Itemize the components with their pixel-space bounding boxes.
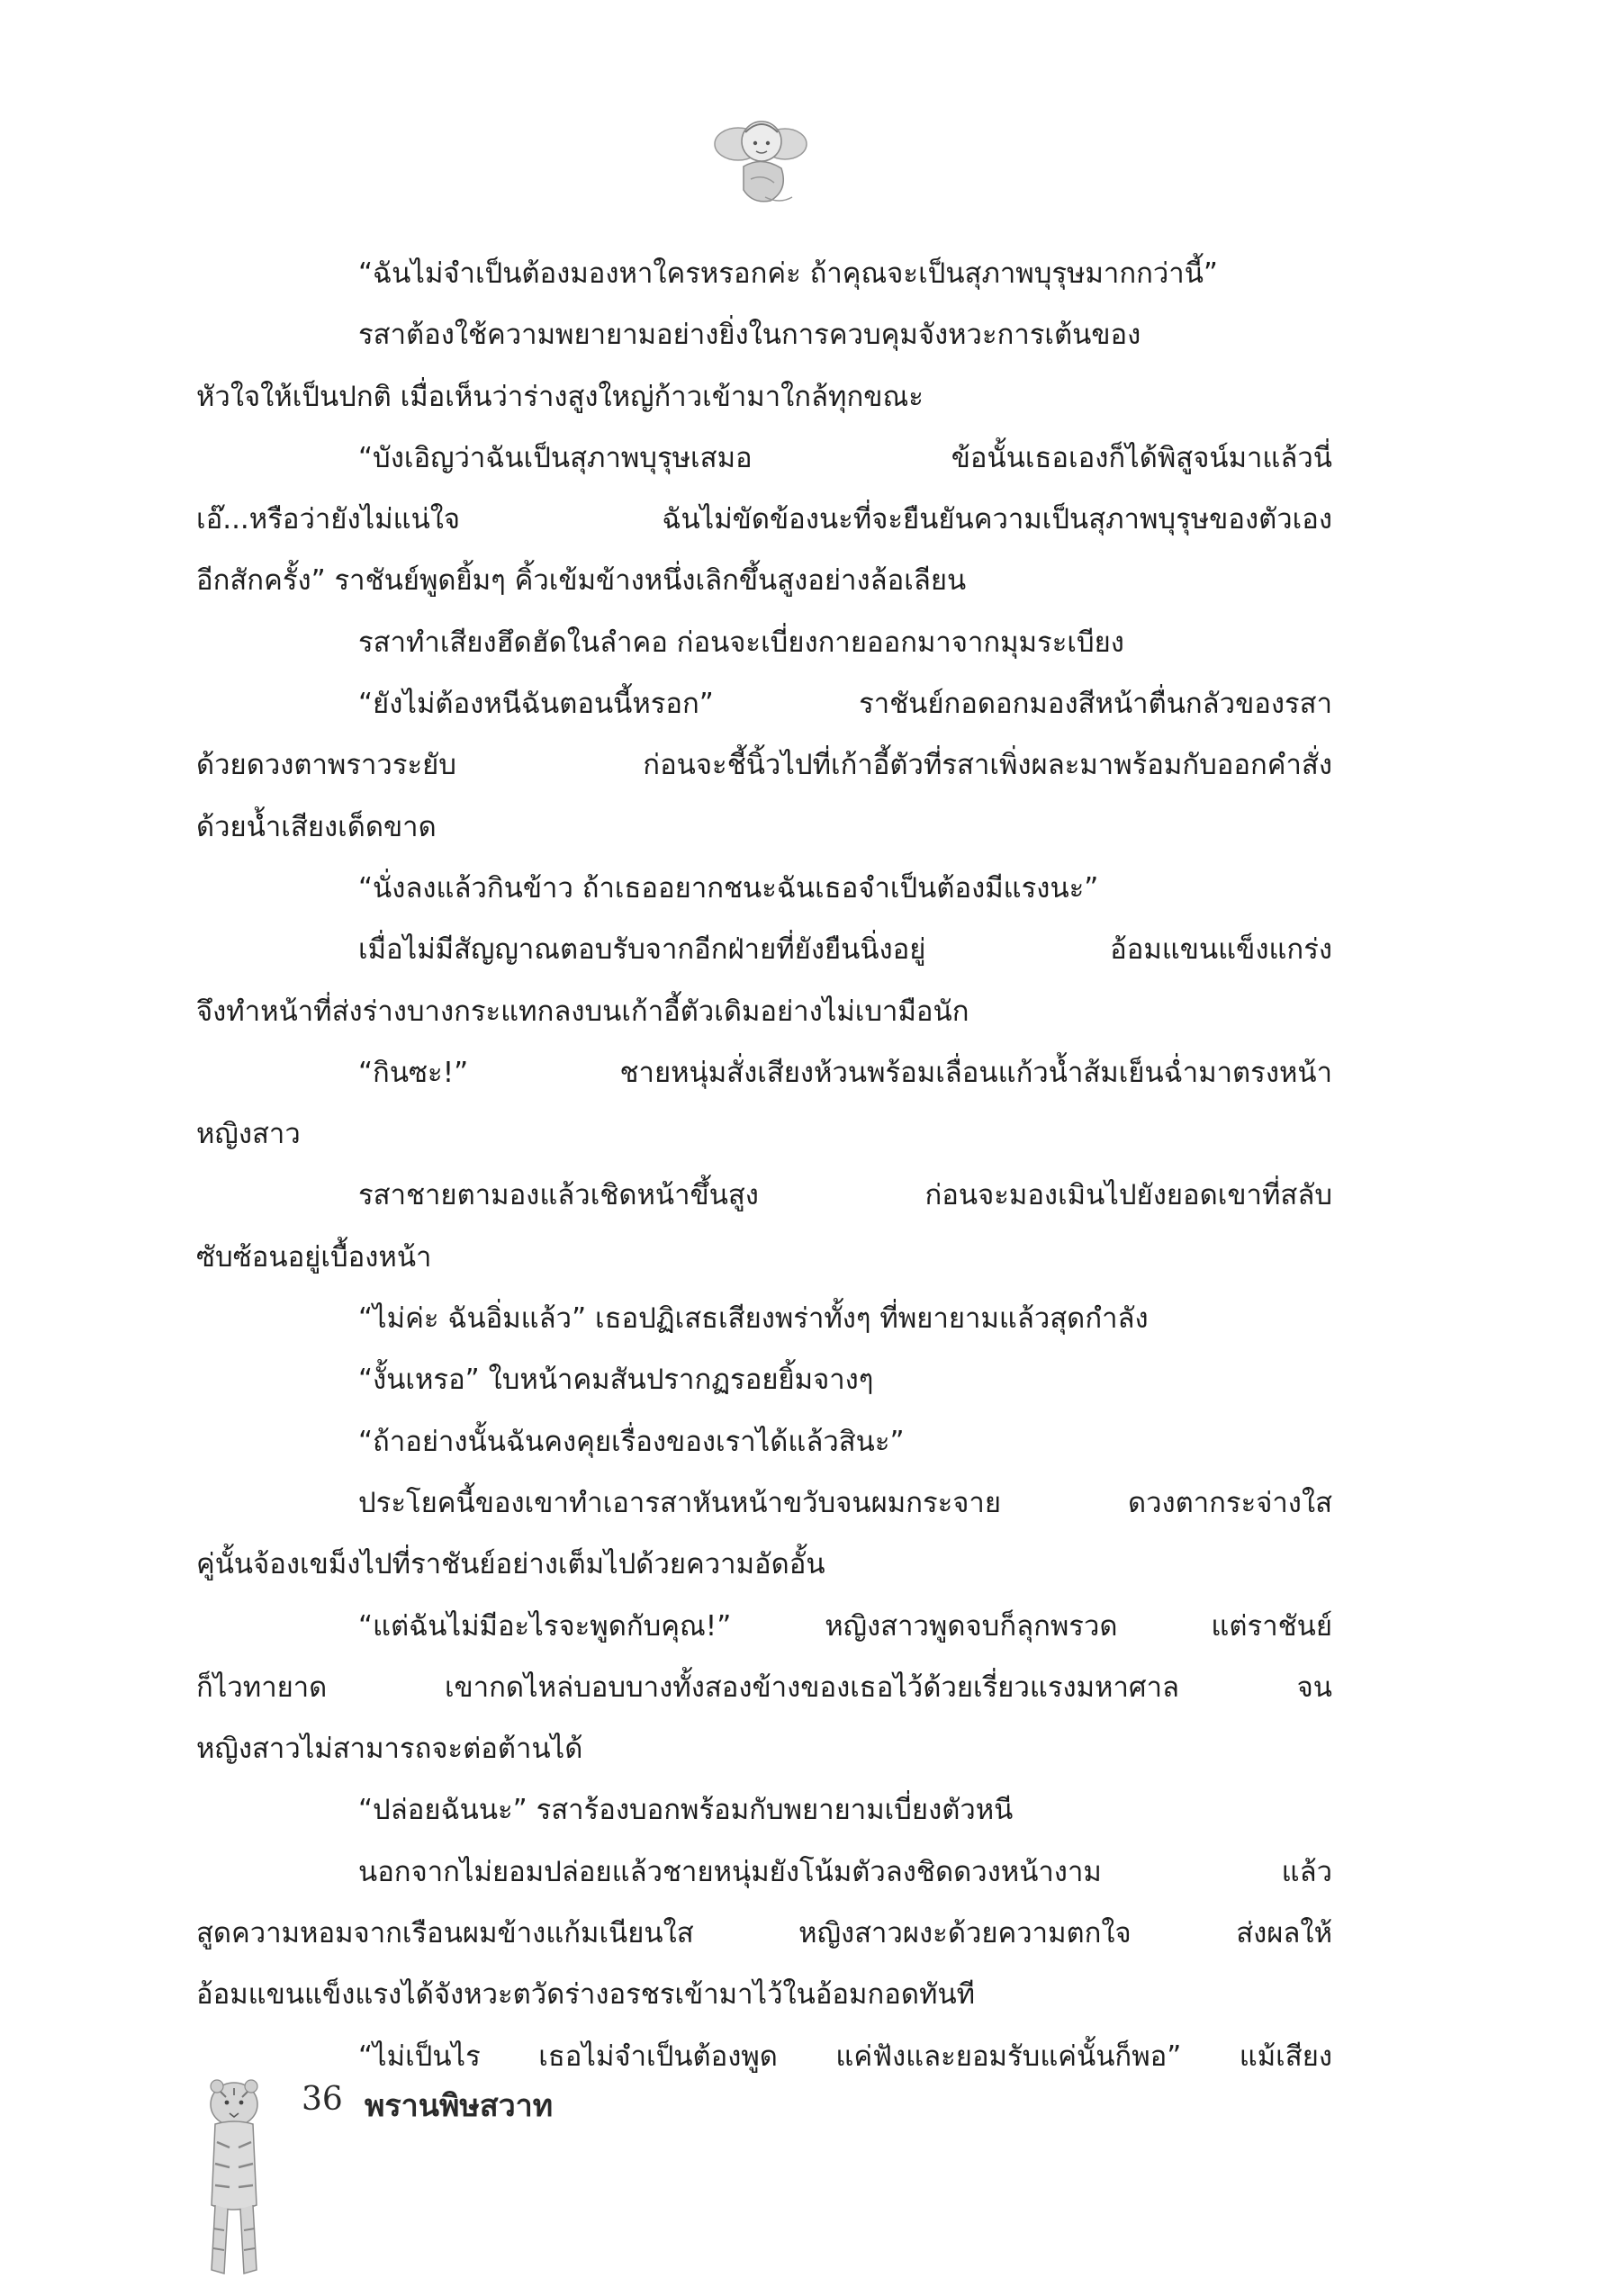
tiger-icon	[194, 2070, 275, 2286]
text-line: “ถ้าอย่างนั้นฉันคงคุยเรื่องของเราได้แล้วสินะ”	[358, 1425, 905, 1458]
text-line: คู่นั้นจ้องเขม็งไปที่ราชันย์อย่างเต็มไปด้วยความอัดอั้น	[196, 1548, 825, 1581]
text-line: “ปล่อยฉันนะ” รสาร้องบอกพร้อมกับพยายามเบี่ยงตัวหนี	[358, 1794, 1014, 1827]
text-line: รสาทำเสียงฮึดฮัดในลำคอ ก่อนจะเบี่ยงกายออกมาจากมุมระเบียง	[358, 626, 1124, 659]
book-title: พรานพิษสวาท	[365, 2088, 554, 2124]
text-line: “งั้นเหรอ” ใบหน้าคมสันปรากฏรอยยิ้มจางๆ	[358, 1364, 874, 1397]
text-line: “กินซะ!” ชายหนุ่มสั่งเสียงห้วนพร้อมเลื่อนแก้วน้ำส้มเย็นฉ่ำมาตรงหน้า	[358, 1056, 1332, 1089]
text-line: เมื่อไม่มีสัญญาณตอบรับจากอีกฝ่ายที่ยังยืนนิ่งอยู่ อ้อมแขนแข็งแกร่ง	[358, 933, 1332, 967]
text-line: รสาต้องใช้ความพยายามอย่างยิ่งในการควบคุมจังหวะการเต้นของ	[358, 319, 1141, 352]
text-line: ประโยคนี้ของเขาทำเอารสาหันหน้าขวับจนผมกระจาย ดวงตากระจ่างใส	[358, 1486, 1332, 1519]
text-line: ด้วยน้ำเสียงเด็ดขาด	[196, 810, 437, 843]
text-line: “ไม่เป็นไร เธอไม่จำเป็นต้องพูด แค่ฟังและยอมรับแค่นั้นก็พอ” แม้เสียง	[358, 2039, 1332, 2073]
text-line: เอ๊...หรือว่ายังไม่แน่ใจ ฉันไม่ขัดข้องนะที่จะยืนยันความเป็นสุภาพบุรุษของตัวเอง	[196, 503, 1332, 536]
text-line: “ไม่ค่ะ ฉันอิ่มแล้ว” เธอปฏิเสธเสียงพร่าทั้งๆ ที่พยายามแล้วสุดกำลัง	[358, 1302, 1149, 1336]
text-line: นอกจากไม่ยอมปล่อยแล้วชายหนุ่มยังโน้มตัวลงชิดดวงหน้างาม แล้ว	[358, 1855, 1332, 1888]
text-line: “บังเอิญว่าฉันเป็นสุภาพบุรุษเสมอ ข้อนั้นเธอเองก็ได้พิสูจน์มาแล้วนี่	[358, 441, 1332, 474]
text-line: อีกสักครั้ง” ราชันย์พูดยิ้มๆ คิ้วเข้มข้างหนึ่งเลิกขึ้นสูงอย่างล้อเลียน	[196, 564, 967, 598]
page-number: 36	[302, 2081, 343, 2118]
text-line: “ยังไม่ต้องหนีฉันตอนนี้หรอก” ราชันย์กอดอกมองสีหน้าตื่นกลัวของรสา	[358, 688, 1332, 721]
text-line: สูดความหอมจากเรือนผมข้างแก้มเนียนใส หญิงสาวผงะด้วยความตกใจ ส่งผลให้	[196, 1917, 1332, 1950]
text-line: จึงทำหน้าที่ส่งร่างบางกระแทกลงบนเก้าอี้ตัวเดิมอย่างไม่เบามือนัก	[196, 995, 969, 1028]
text-line: อ้อมแขนแข็งแรงได้จังหวะตวัดร่างอรชรเข้ามาไว้ในอ้อมกอดทันที	[196, 1978, 976, 2012]
cherub-angel-icon	[711, 104, 810, 212]
text-line: ด้วยดวงตาพราวระยับ ก่อนจะชี้นิ้วไปที่เก้าอี้ตัวที่รสาเพิ่งผละมาพร้อมกับออกคำสั่ง	[196, 749, 1332, 782]
text-line: “ฉันไม่จำเป็นต้องมองหาใครหรอกค่ะ ถ้าคุณจะเป็นสุภาพบุรุษมากกว่านี้”	[358, 257, 1218, 290]
text-line: ซับซ้อนอยู่เบื้องหน้า	[196, 1240, 432, 1274]
text-line: หญิงสาว	[196, 1118, 301, 1151]
text-line: หัวใจให้เป็นปกติ เมื่อเห็นว่าร่างสูงใหญ่ก้าวเข้ามาใกล้ทุกขณะ	[196, 380, 924, 413]
body-text	[196, 243, 1332, 2087]
text-line: “นั่งลงแล้วกินข้าว ถ้าเธออยากชนะฉันเธอจำเป็นต้องมีแรงนะ”	[358, 871, 1099, 905]
text-line: รสาชายตามองแล้วเชิดหน้าขึ้นสูง ก่อนจะมองเมินไปยังยอดเขาที่สลับ	[358, 1179, 1332, 1212]
text-line: หญิงสาวไม่สามารถจะต่อต้านได้	[196, 1733, 583, 1766]
text-line: ก็ไวทายาด เขากดไหล่บอบบางทั้งสองข้างของเธอไว้ด้วยเรี่ยวแรงมหาศาล จน	[196, 1670, 1332, 1704]
text-line: “แต่ฉันไม่มีอะไรจะพูดกับคุณ!” หญิงสาวพูดจบก็ลุกพรวด แต่ราชันย์	[358, 1609, 1332, 1643]
page-footer	[194, 2070, 734, 2286]
